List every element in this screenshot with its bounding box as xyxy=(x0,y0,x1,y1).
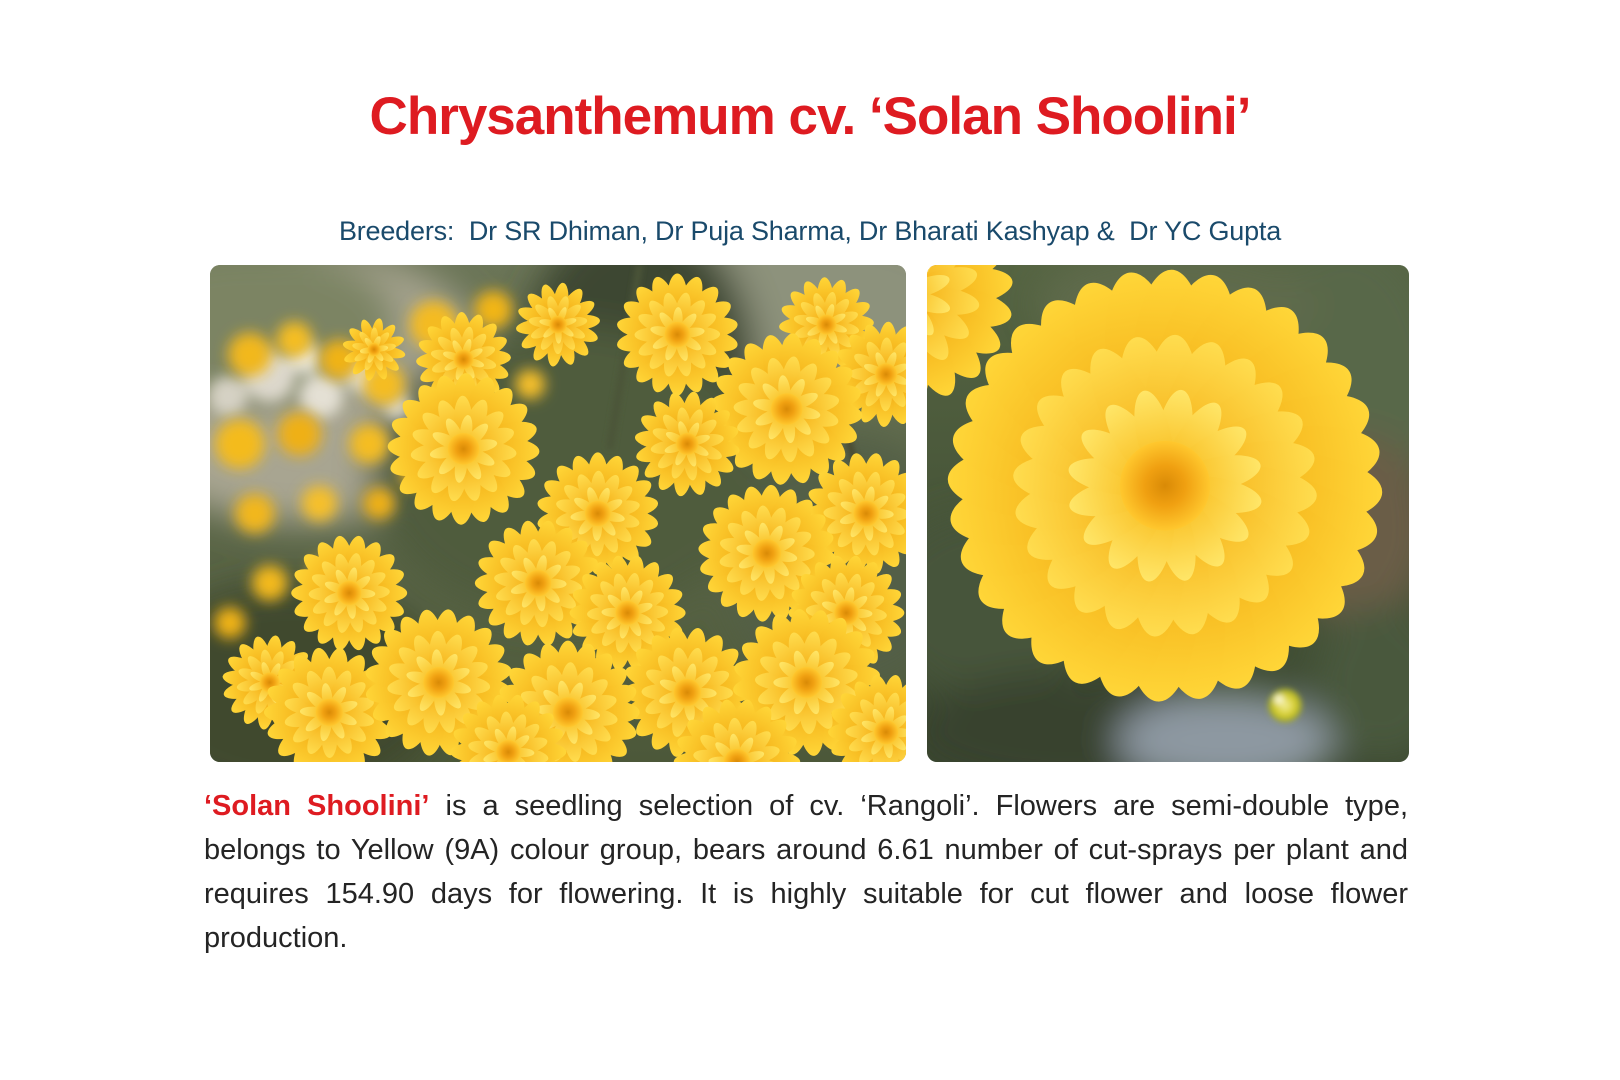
breeders-line: Breeders: Dr SR Dhiman, Dr Puja Sharma, Dr Bharati Kashyap & Dr YC Gupta xyxy=(338,216,1282,246)
chrysanthemum-bloom-closeup-photo-svg xyxy=(927,265,1409,762)
description-body: is a seedling selection of cv. ‘Rangoli’. Flowers are semi-double type, belongs to Yellow (9A) colour group, bears around 6.61 number of cut-sprays per plant and requires 154.90 days for flowering. It is highly suitable for cut flower and loose flower production. xyxy=(204,790,1408,954)
photo-right-bud xyxy=(1268,688,1302,722)
page-title: Chrysanthemum cv. ‘Solan Shoolini’ xyxy=(369,87,1251,146)
chrysanthemum-cluster-photo xyxy=(210,265,906,762)
cultivar-name: ‘Solan Shoolini’ xyxy=(204,790,430,822)
description-paragraph xyxy=(204,784,1408,960)
chrysanthemum-bloom-closeup-photo xyxy=(927,265,1409,762)
photo-row xyxy=(210,265,1409,762)
chrysanthemum-cluster-photo-svg xyxy=(210,265,906,762)
